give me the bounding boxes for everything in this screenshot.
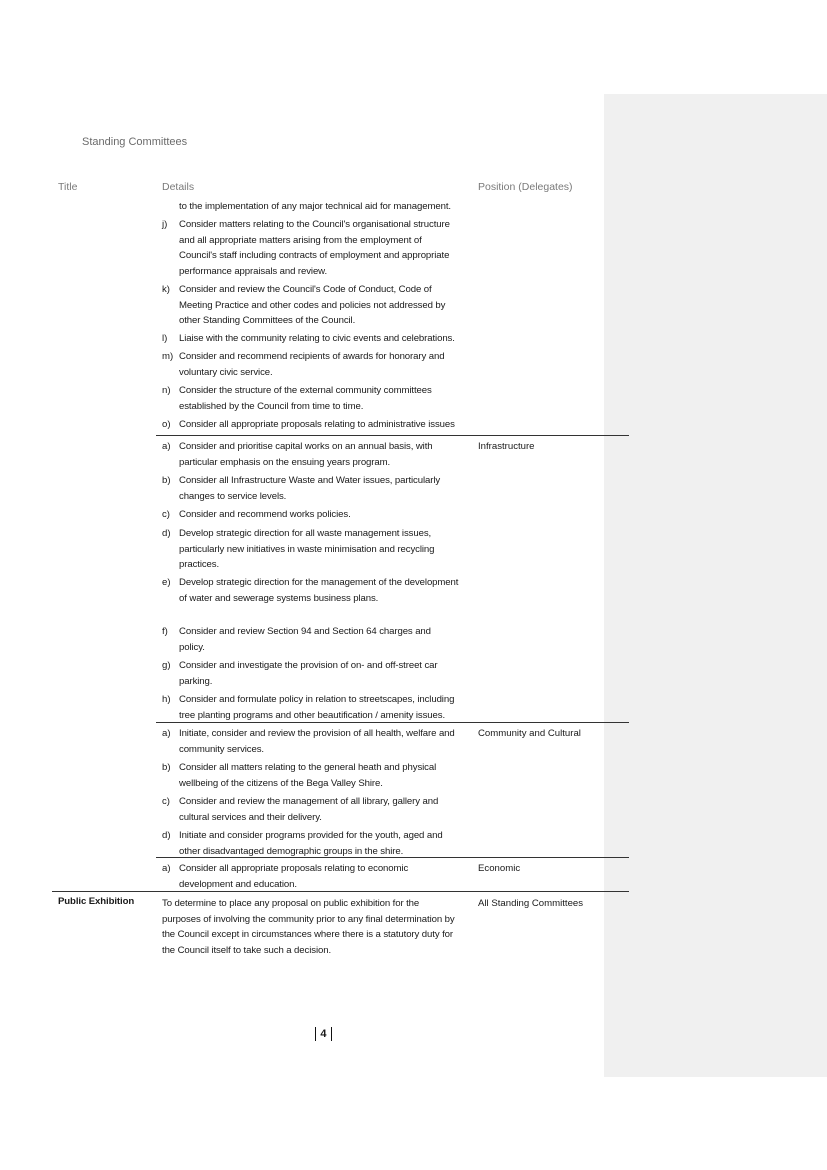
item-line: Initiate, consider and review the provision of all health, welfare and: [179, 728, 455, 739]
item-line: Consider and prioritise capital works on an annual basis, with: [179, 441, 433, 452]
column-header-title: Title: [58, 181, 78, 193]
item-line: and all appropriate matters arising from the employment of: [179, 234, 422, 246]
item-line: Consider and review the Council's Code of Conduct, Code of: [179, 284, 432, 295]
item-line: Consider and recommend recipients of awards for honorary and: [179, 351, 445, 362]
item-line: Consider all Infrastructure Waste and Water issues, particularly: [179, 475, 441, 486]
position-economic: Economic: [478, 863, 521, 874]
row-divider: [52, 891, 629, 892]
item-label: e): [162, 577, 171, 588]
item-line: Consider all matters relating to the general heath and physical: [179, 762, 437, 773]
page-header-title: Standing Committees: [82, 136, 188, 148]
page-number-bar-right: [331, 1027, 332, 1041]
item-line: changes to service levels.: [179, 490, 287, 502]
item-line: Consider and review the management of all library, gallery and: [179, 796, 439, 807]
position-infrastructure: Infrastructure: [478, 441, 535, 452]
page-number-bar-left: [315, 1027, 316, 1041]
item-line: cultural services and their delivery.: [179, 811, 322, 823]
item-label: d): [162, 830, 171, 841]
item-label: o): [162, 419, 171, 430]
row-title-public-exhibition: Public Exhibition: [58, 896, 135, 907]
comment-margin: [604, 94, 827, 1077]
item-line: of water and sewerage systems business plans.: [179, 592, 379, 604]
item-line: Consider the structure of the external community committees: [179, 385, 432, 396]
item-label: b): [162, 762, 171, 773]
item-line: Consider and formulate policy in relation to streetscapes, including: [179, 694, 455, 705]
paragraph-line: To determine to place any proposal on public exhibition for the: [162, 898, 420, 909]
item-line: other Standing Committees of the Council.: [179, 315, 356, 326]
item-label: g): [162, 660, 171, 671]
item-label: c): [162, 509, 170, 520]
item-line: Develop strategic direction for all waste management issues,: [179, 528, 432, 539]
item-line: Consider and recommend works policies.: [179, 509, 351, 520]
item-label: k): [162, 284, 170, 295]
row-divider: [156, 857, 629, 858]
item-line: tree planting programs and other beautification / amenity issues.: [179, 709, 446, 721]
item-line: parking.: [179, 675, 213, 687]
item-line: development and education.: [179, 878, 297, 890]
item-label: c): [162, 796, 170, 807]
item-label: m): [162, 351, 174, 362]
item-line: Meeting Practice and other codes and policies not addressed by: [179, 299, 446, 311]
item-label: h): [162, 694, 171, 705]
position-all-committees: All Standing Committees: [478, 898, 584, 909]
paragraph-line: the Council except in circumstances where there is a statutory duty for: [162, 929, 453, 940]
item-line: other disadvantaged demographic groups in the shire.: [179, 845, 404, 857]
item-line: established by the Council from time to time.: [179, 400, 364, 412]
item-line: performance appraisals and review.: [179, 265, 328, 277]
item-label: d): [162, 528, 171, 539]
page-number-value: 4: [320, 1027, 327, 1040]
item-line: practices.: [179, 559, 220, 570]
item-label: f): [162, 626, 168, 637]
item-label: a): [162, 728, 171, 739]
item-line: community services.: [179, 743, 264, 755]
item-line: Initiate and consider programs provided for the youth, aged and: [179, 830, 443, 841]
paragraph-line: purposes of involving the community prior to any final determination by: [162, 913, 455, 925]
item-line: particular emphasis on the ensuing years program.: [179, 456, 391, 468]
item-line: Council's staff including contracts of employment and appropriate: [179, 250, 450, 261]
item-label: a): [162, 441, 171, 452]
item-line: Consider all appropriate proposals relating to administrative issues: [179, 419, 455, 430]
page-number: [311, 1027, 336, 1041]
item-line: Develop strategic direction for the management of the development: [179, 577, 459, 588]
column-header-position: Position (Delegates): [478, 181, 573, 193]
item-line: Liaise with the community relating to civic events and celebrations.: [179, 333, 455, 344]
row-divider: [156, 435, 629, 436]
item-label: a): [162, 863, 171, 874]
column-header-details: Details: [162, 181, 195, 193]
position-community: Community and Cultural: [478, 728, 581, 739]
item-line: voluntary civic service.: [179, 366, 273, 378]
item-line: wellbeing of the citizens of the Bega Valley Shire.: [179, 777, 383, 789]
item-line: Consider and review Section 94 and Section 64 charges and: [179, 626, 431, 637]
continuation-line: to the implementation of any major technical aid for management.: [179, 201, 451, 212]
item-line: Consider and investigate the provision of on- and off-street car: [179, 660, 438, 671]
item-line: policy.: [179, 641, 205, 653]
item-line: Consider all appropriate proposals relating to economic: [179, 863, 409, 874]
item-label: l): [162, 333, 168, 344]
item-line: particularly new initiatives in waste minimisation and recycling: [179, 543, 435, 555]
item-line: Consider matters relating to the Council's organisational structure: [179, 219, 450, 230]
paragraph-line: the Council itself to take such a decision.: [162, 944, 332, 956]
item-label: n): [162, 385, 171, 396]
item-label: b): [162, 475, 171, 486]
item-label: j): [162, 219, 168, 230]
row-divider: [156, 722, 629, 723]
